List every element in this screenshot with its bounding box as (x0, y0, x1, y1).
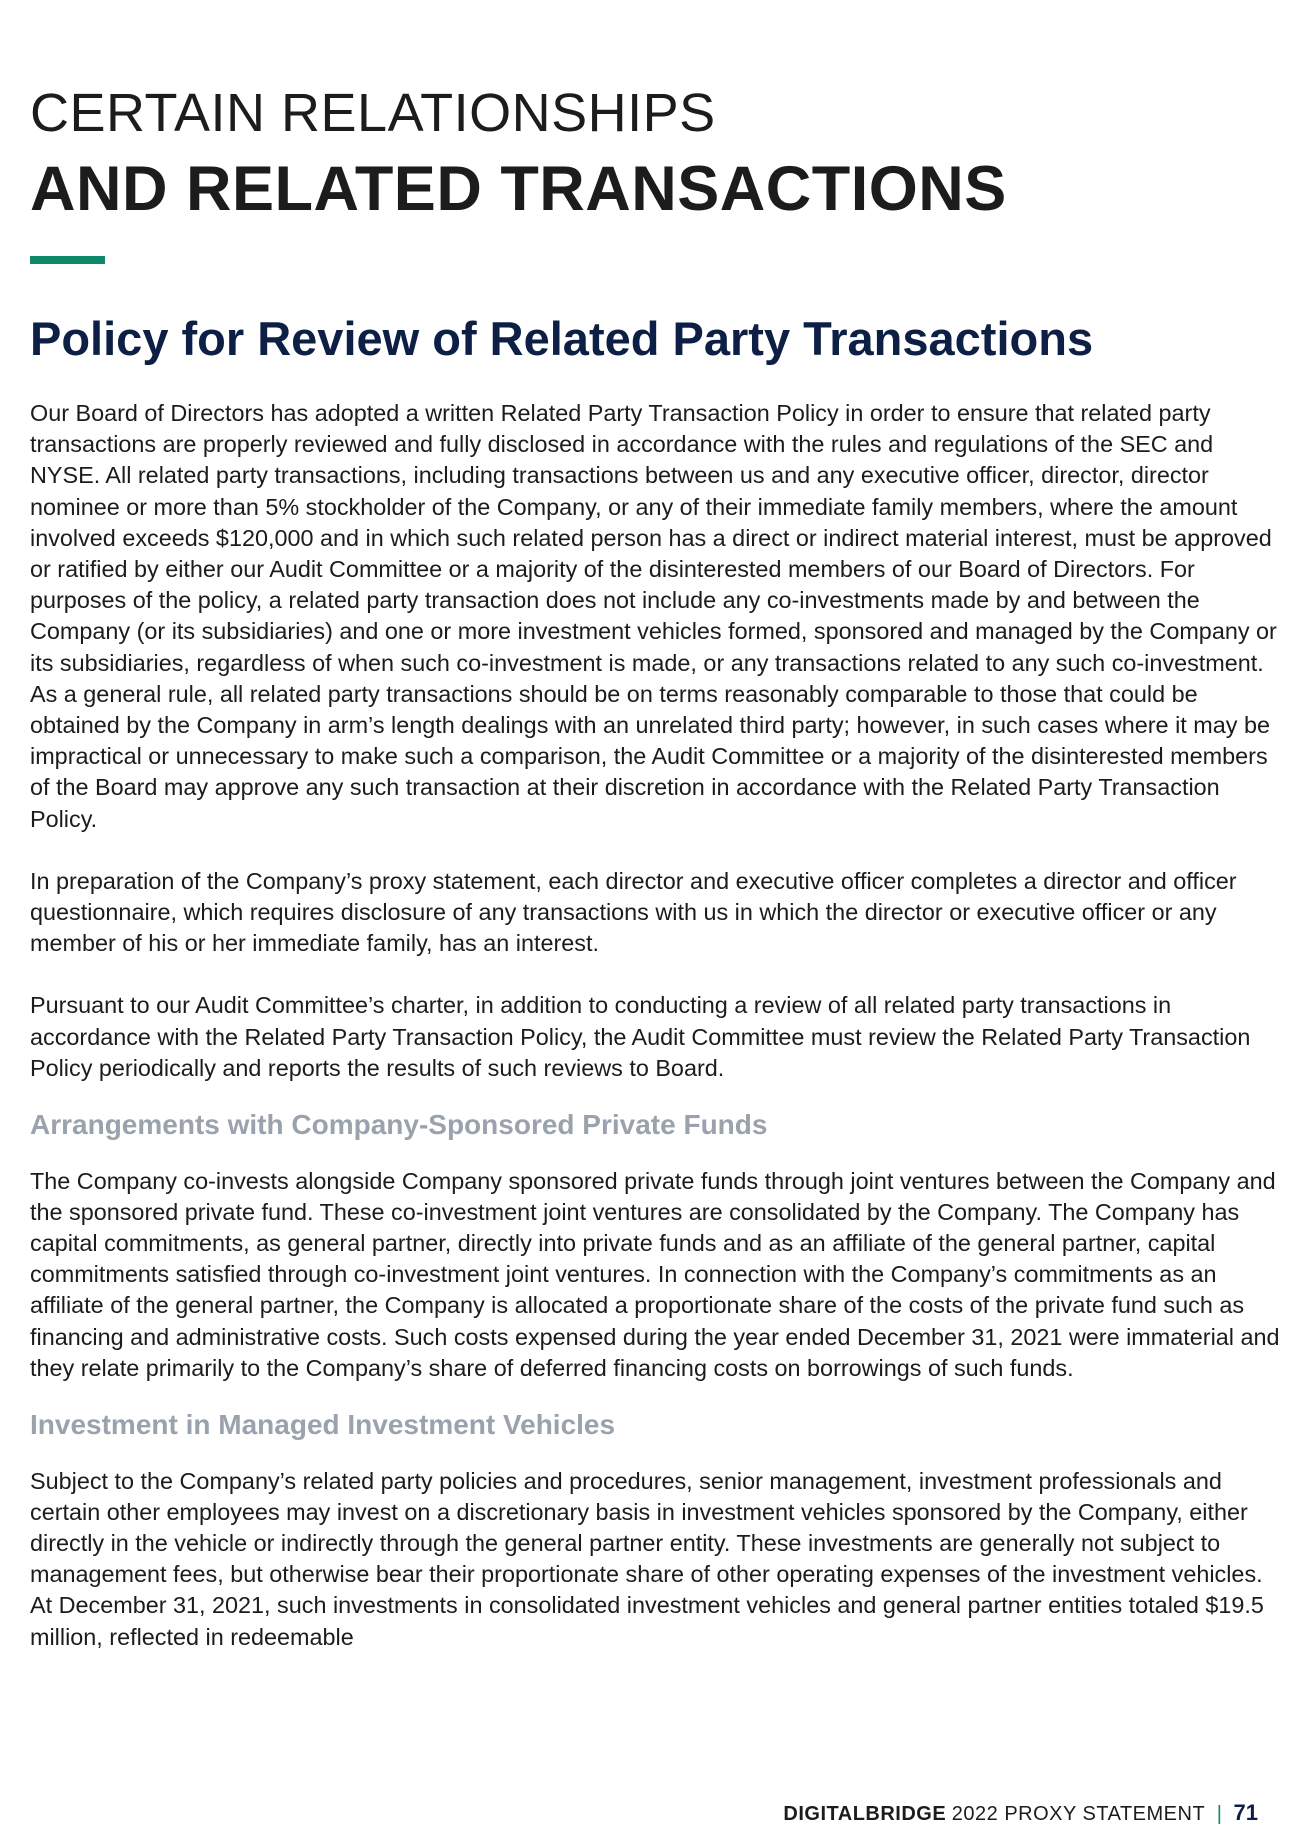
policy-paragraph-3: Pursuant to our Audit Committee’s charter, in addition to conducting a review of all related party transactions in accordance with the Related Party Transaction Policy, the Audit Committee must review the Related Party Transaction Policy periodically and reports the results of such reviews to Board. (30, 992, 1251, 1081)
policy-paragraph-2: In preparation of the Company’s proxy statement, each director and executive officer completes a director and officer questionnaire, which requires disclosure of any transactions with us in which the director or executive officer or any member of his or her immediate family, has an interest. (30, 867, 1237, 957)
page-footer (783, 1800, 1258, 1826)
footer-doc-title: 2022 PROXY STATEMENT (951, 1803, 1206, 1825)
subheading-investment: Investment in Managed Investment Vehicles (30, 1409, 616, 1441)
arrangements-paragraph: The Company co-invests alongside Company sponsored private funds through joint ventures between the Company and the sponsored private fund. These co-investment joint ventures are consolidated by the Company. The Company has capital commitments, as general partner, directly into private funds and as an affiliate of the general partner, capital commitments satisfied through co-investment joint ventures. In connection with the Company’s commitments as an affiliate of the general partner, the Company is allocated a proportionate share of the costs of the private fund such as financing and administrative costs. Such costs expensed during the year ended December 31, 2021 were immaterial and they relate primarily to the Company’s share of deferred financing costs on borrowings of such funds. (30, 1167, 1280, 1381)
policy-paragraph-1: Our Board of Directors has adopted a written Related Party Transaction Policy in order to ensure that related party transactions are properly reviewed and fully disclosed in accordance with the rules and regulations of the SEC and NYSE. All related party transactions, including transactions between us and any executive officer, director, director nominee or more than 5% stockholder of the Company, or any of their immediate family members, where the amount involved exceeds $120,000 and in which such related person has a direct or indirect material interest, must be approved or ratified by either our Audit Committee or a majority of the disinterested members of our Board of Directors. For purposes of the policy, a related party transaction does not include any co-investments made by and between the Company (or its subsidiaries) and one or more investment vehicles formed, sponsored and managed by the Company or its subsidiaries, regardless of when such co-investment is made, or any transactions related to any such co-investment. As a general rule, all related party transactions should be on terms reasonably comparable to those that could be obtained by the Company in arm’s length dealings with an unrelated third party; however, in such cases where it may be impractical or unnecessary to make such a comparison, the Audit Committee or a majority of the disinterested members of the Board may approve any such transaction at their discretion in accordance with the Related Party Transaction Policy. (30, 400, 1277, 832)
accent-divider (30, 256, 105, 264)
subheading-arrangements: Arrangements with Company-Sponsored Private Funds (30, 1109, 768, 1141)
body-content (30, 398, 1280, 1684)
page-title-line-2: AND RELATED TRANSACTIONS (30, 154, 1007, 224)
footer-page-number: 71 (1233, 1800, 1258, 1825)
page-title-line-1: CERTAIN RELATIONSHIPS (30, 83, 716, 143)
footer-brand: DIGITALBRIDGE (783, 1803, 947, 1825)
section-title-policy: Policy for Review of Related Party Transactions (30, 312, 1094, 365)
footer-separator: | (1216, 1803, 1222, 1825)
investment-paragraph: Subject to the Company’s related party policies and procedures, senior management, investment professionals and certain other employees may invest on a discretionary basis in investment vehicles sponsored by the Company, either directly in the vehicle or indirectly through the general partner entity. These investments are generally not subject to management fees, but otherwise bear their proportionate share of other operating expenses of the investment vehicles. At December 31, 2021, such investments in consolidated investment vehicles and general partner entities totaled $19.5 million, reflected in redeemable (30, 1467, 1264, 1650)
